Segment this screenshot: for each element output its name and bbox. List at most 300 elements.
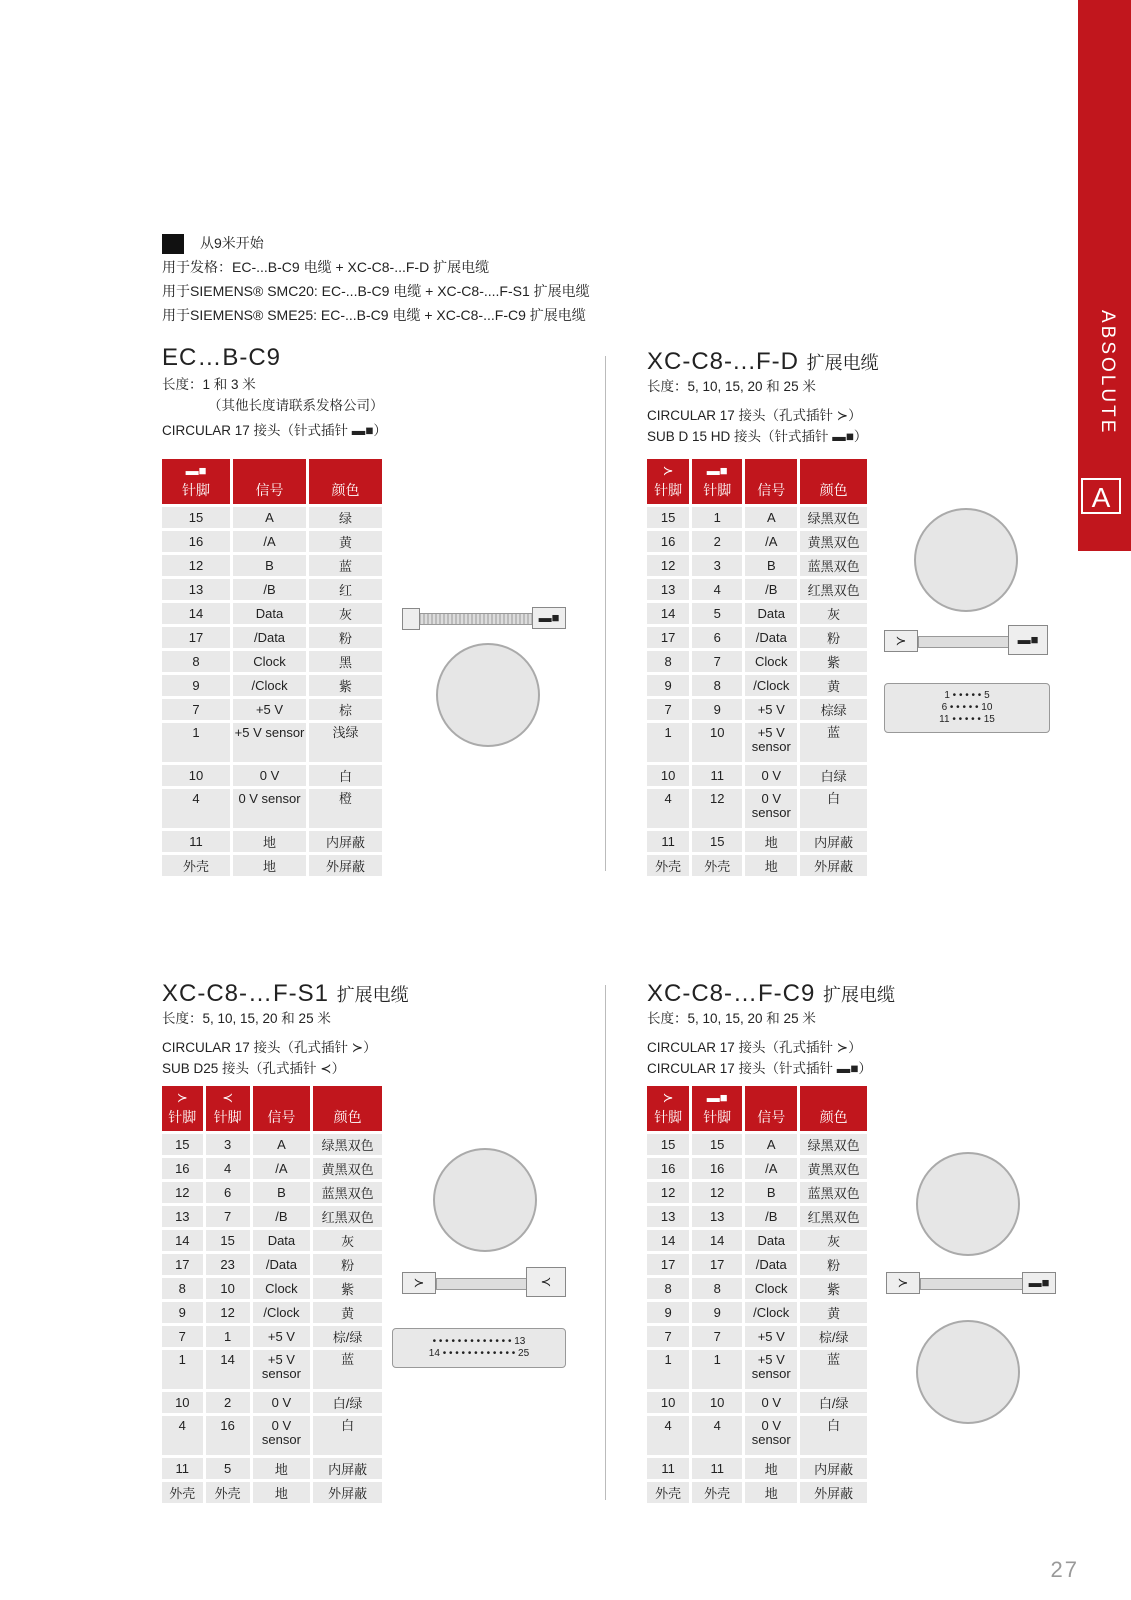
table-cell: 5 bbox=[692, 603, 745, 624]
intro-line-2: 用于发格：EC-...B-C9 电缆 + XC-C8-...F-D 扩展电缆 bbox=[162, 259, 490, 275]
table-row bbox=[647, 831, 867, 852]
socket-icon: ≻ bbox=[176, 1090, 188, 1105]
table-row bbox=[647, 1326, 867, 1347]
table-row bbox=[162, 699, 382, 720]
pin-plug-icon: ▬■ bbox=[706, 463, 728, 478]
pinout-table bbox=[647, 1083, 867, 1506]
table-row bbox=[647, 1458, 867, 1479]
table-cell: 15 bbox=[692, 1134, 745, 1155]
table-cell: 棕绿 bbox=[800, 699, 867, 720]
table-cell: 粉 bbox=[309, 627, 382, 648]
table-row bbox=[162, 723, 382, 762]
table-cell: 地 bbox=[745, 1458, 800, 1479]
table-row bbox=[162, 1392, 382, 1413]
table-cell: 17 bbox=[162, 1254, 206, 1275]
table-cell: 内屏蔽 bbox=[800, 831, 867, 852]
page-number: 27 bbox=[1050, 1557, 1079, 1582]
table-cell: Clock bbox=[745, 1278, 800, 1299]
side-tab-label: ABSOLUTE bbox=[1097, 310, 1118, 436]
table-cell: 12 bbox=[647, 555, 692, 576]
table-cell: 16 bbox=[692, 1158, 745, 1179]
table-row bbox=[647, 1254, 867, 1275]
table-cell: 4 bbox=[206, 1158, 253, 1179]
pinout-table bbox=[647, 456, 867, 879]
table-cell: 7 bbox=[692, 1326, 745, 1347]
table-cell: 11 bbox=[692, 765, 745, 786]
table-cell: 浅绿 bbox=[309, 723, 382, 762]
pin-plug-icon: ▬■ bbox=[1022, 1272, 1056, 1294]
table-cell: A bbox=[233, 507, 309, 528]
table-cell: 黄 bbox=[800, 1302, 867, 1323]
table-cell: 12 bbox=[692, 1182, 745, 1203]
table-cell: 7 bbox=[162, 1326, 206, 1347]
table-cell: 外屏蔽 bbox=[800, 1482, 867, 1503]
table-cell: Clock bbox=[233, 651, 309, 672]
table-row bbox=[162, 1416, 382, 1455]
section-title: XC-C8-...F-D 扩展电缆 bbox=[647, 348, 879, 375]
table-row bbox=[647, 1350, 867, 1389]
table-cell: 红黑双色 bbox=[800, 579, 867, 600]
table-cell: 3 bbox=[692, 555, 745, 576]
header-signal: 信号 bbox=[745, 459, 800, 504]
table-cell: 13 bbox=[647, 1206, 692, 1227]
table-row bbox=[647, 723, 867, 762]
table-cell: 16 bbox=[206, 1416, 253, 1455]
table-cell: 9 bbox=[162, 675, 233, 696]
table-row bbox=[162, 1482, 382, 1503]
table-cell: 棕/绿 bbox=[800, 1326, 867, 1347]
table-cell: 粉 bbox=[800, 1254, 867, 1275]
table-cell: 白 bbox=[800, 789, 867, 828]
table-cell: 0 V bbox=[745, 765, 800, 786]
table-cell: 灰 bbox=[313, 1230, 382, 1251]
circular-17-pin-diagram bbox=[916, 1320, 1020, 1424]
table-cell: 白 bbox=[800, 1416, 867, 1455]
table-cell: +5 V sensor bbox=[745, 723, 800, 762]
table-cell: 9 bbox=[647, 675, 692, 696]
table-cell: 黄黑双色 bbox=[313, 1158, 382, 1179]
table-cell: 15 bbox=[162, 507, 233, 528]
table-row bbox=[162, 1158, 382, 1179]
table-row bbox=[647, 579, 867, 600]
table-cell: /B bbox=[233, 579, 309, 600]
table-cell: 12 bbox=[206, 1302, 253, 1323]
table-cell: 地 bbox=[745, 1482, 800, 1503]
connector-1: CIRCULAR 17 接头（孔式插针 ≻） bbox=[647, 1040, 862, 1055]
table-cell: 16 bbox=[162, 531, 233, 552]
socket-icon: ≺ bbox=[222, 1090, 234, 1105]
table-cell: 白 bbox=[313, 1416, 382, 1455]
table-cell: B bbox=[253, 1182, 313, 1203]
table-cell: 外壳 bbox=[647, 1482, 692, 1503]
table-cell: 12 bbox=[692, 789, 745, 828]
table-cell: 14 bbox=[692, 1230, 745, 1251]
table-row bbox=[647, 855, 867, 876]
table-cell: 1 bbox=[692, 507, 745, 528]
table-cell: 12 bbox=[162, 555, 233, 576]
table-cell: 地 bbox=[745, 855, 800, 876]
subd-row: 1 • • • • • 5 bbox=[944, 690, 990, 701]
table-cell: 黄 bbox=[800, 675, 867, 696]
table-row bbox=[647, 627, 867, 648]
table-row bbox=[162, 555, 382, 576]
table-row bbox=[162, 855, 382, 876]
table-cell: 15 bbox=[162, 1134, 206, 1155]
header-signal: 信号 bbox=[253, 1086, 313, 1131]
table-row bbox=[162, 603, 382, 624]
table-cell: A bbox=[745, 507, 800, 528]
table-cell: 12 bbox=[162, 1182, 206, 1203]
table-cell: 14 bbox=[206, 1350, 253, 1389]
section-title: EC…B-C9 bbox=[162, 344, 282, 371]
table-cell: 黄 bbox=[313, 1302, 382, 1323]
table-cell: 外屏蔽 bbox=[800, 855, 867, 876]
table-cell: /Clock bbox=[253, 1302, 313, 1323]
table-cell: 10 bbox=[692, 1392, 745, 1413]
table-cell: 地 bbox=[253, 1482, 313, 1503]
pin-plug-icon: ▬■ bbox=[1008, 625, 1048, 655]
table-cell: 14 bbox=[647, 1230, 692, 1251]
table-cell: 地 bbox=[233, 831, 309, 852]
section-xc-f-s1 bbox=[162, 980, 582, 1079]
table-cell: 外壳 bbox=[692, 855, 745, 876]
table-cell: 14 bbox=[647, 603, 692, 624]
table-cell: 16 bbox=[647, 531, 692, 552]
socket-plug-icon: ≻ bbox=[402, 1272, 436, 1294]
table-cell: 0 V sensor bbox=[233, 789, 309, 828]
subd-row: 6 • • • • • 10 bbox=[941, 702, 993, 713]
table-cell: /B bbox=[745, 1206, 800, 1227]
pinout-table bbox=[162, 456, 382, 879]
pin-plug-icon: ▬■ bbox=[706, 1090, 728, 1105]
table-cell: 7 bbox=[206, 1206, 253, 1227]
table-cell: 蓝 bbox=[800, 723, 867, 762]
table-cell: 9 bbox=[692, 699, 745, 720]
intro-line-1: 从9米开始 bbox=[200, 235, 264, 251]
table-cell: 灰 bbox=[800, 603, 867, 624]
table-cell: /Data bbox=[745, 1254, 800, 1275]
table-cell: 1 bbox=[647, 1350, 692, 1389]
table-cell: 红黑双色 bbox=[800, 1206, 867, 1227]
table-cell: 4 bbox=[692, 579, 745, 600]
table-cell: /Clock bbox=[233, 675, 309, 696]
table-cell: +5 V sensor bbox=[745, 1350, 800, 1389]
table-cell: 白/绿 bbox=[313, 1392, 382, 1413]
table-cell: 0 V bbox=[745, 1392, 800, 1413]
header-color: 颜色 bbox=[800, 1086, 867, 1131]
header-signal: 信号 bbox=[745, 1086, 800, 1131]
socket-plug-icon: ≻ bbox=[886, 1272, 920, 1294]
table-row bbox=[647, 507, 867, 528]
table-cell: 15 bbox=[647, 507, 692, 528]
table-cell: 外壳 bbox=[692, 1482, 745, 1503]
table-row bbox=[162, 531, 382, 552]
table-cell: 9 bbox=[162, 1302, 206, 1323]
socket-plug-icon: ≻ bbox=[884, 630, 918, 652]
table-cell: /B bbox=[253, 1206, 313, 1227]
table-cell: 0 V sensor bbox=[253, 1416, 313, 1455]
table-row bbox=[162, 1182, 382, 1203]
table-cell: 内屏蔽 bbox=[309, 831, 382, 852]
table-cell: 6 bbox=[692, 627, 745, 648]
circular-17-pin-diagram bbox=[436, 643, 540, 747]
subd-row: • • • • • • • • • • • • • 13 bbox=[432, 1336, 526, 1347]
table-cell: 15 bbox=[206, 1230, 253, 1251]
table-cell: 11 bbox=[162, 831, 233, 852]
section-length: 长度：5, 10, 15, 20 和 25 米 bbox=[647, 379, 816, 394]
table-cell: B bbox=[745, 555, 800, 576]
cable-illustration bbox=[918, 636, 1010, 648]
table-row bbox=[162, 1278, 382, 1299]
table-row bbox=[162, 1302, 382, 1323]
table-cell: B bbox=[233, 555, 309, 576]
table-cell: 8 bbox=[162, 1278, 206, 1299]
table-cell: 16 bbox=[162, 1158, 206, 1179]
table-cell: 灰 bbox=[309, 603, 382, 624]
table-row bbox=[647, 1278, 867, 1299]
table-cell: 11 bbox=[162, 1458, 206, 1479]
table-cell: 1 bbox=[206, 1326, 253, 1347]
table-cell: A bbox=[253, 1134, 313, 1155]
table-row bbox=[162, 1458, 382, 1479]
table-cell: 棕 bbox=[309, 699, 382, 720]
cable-illustration bbox=[436, 1278, 528, 1290]
table-row bbox=[162, 1326, 382, 1347]
table-cell: 0 V bbox=[253, 1392, 313, 1413]
table-cell: 红 bbox=[309, 579, 382, 600]
table-row bbox=[647, 1392, 867, 1413]
table-row bbox=[162, 831, 382, 852]
table-cell: 1 bbox=[647, 723, 692, 762]
table-cell: 4 bbox=[692, 1416, 745, 1455]
table-cell: Data bbox=[253, 1230, 313, 1251]
table-cell: 7 bbox=[647, 1326, 692, 1347]
table-cell: /Clock bbox=[745, 1302, 800, 1323]
table-row bbox=[647, 1206, 867, 1227]
column-divider bbox=[605, 985, 606, 1500]
table-cell: 橙 bbox=[309, 789, 382, 828]
table-cell: +5 V bbox=[233, 699, 309, 720]
table-cell: 17 bbox=[692, 1254, 745, 1275]
table-cell: 17 bbox=[162, 627, 233, 648]
circular-17-socket-diagram bbox=[914, 508, 1018, 612]
table-cell: 黄 bbox=[309, 531, 382, 552]
table-cell: 2 bbox=[692, 531, 745, 552]
table-row bbox=[647, 1158, 867, 1179]
table-row bbox=[647, 675, 867, 696]
table-cell: 16 bbox=[647, 1158, 692, 1179]
table-cell: 3 bbox=[206, 1134, 253, 1155]
table-cell: /Data bbox=[233, 627, 309, 648]
section-xc-f-d bbox=[647, 348, 1067, 447]
table-cell: 0 V bbox=[233, 765, 309, 786]
pinout-table bbox=[162, 1083, 382, 1506]
table-cell: 外壳 bbox=[647, 855, 692, 876]
table-cell: 15 bbox=[692, 831, 745, 852]
table-cell: +5 V bbox=[745, 1326, 800, 1347]
table-row bbox=[647, 1230, 867, 1251]
table-cell: 13 bbox=[647, 579, 692, 600]
intro-line-3: 用于SIEMENS® SMC20: EC-...B-C9 电缆 + XC-C8-....F-S1 扩展电缆 bbox=[162, 283, 590, 299]
subd-row: 11 • • • • • 15 bbox=[939, 714, 995, 725]
table-cell: 10 bbox=[206, 1278, 253, 1299]
section-length-note: （其他长度请联系发格公司） bbox=[208, 398, 384, 413]
subd15-diagram bbox=[884, 683, 1050, 733]
table-row bbox=[647, 699, 867, 720]
table-row bbox=[162, 1134, 382, 1155]
table-cell: 外壳 bbox=[162, 1482, 206, 1503]
table-cell: 粉 bbox=[800, 627, 867, 648]
table-cell: 8 bbox=[647, 651, 692, 672]
connector-1: CIRCULAR 17 接头（孔式插针 ≻） bbox=[647, 408, 862, 423]
table-cell: B bbox=[745, 1182, 800, 1203]
table-cell: /A bbox=[253, 1158, 313, 1179]
table-cell: 内屏蔽 bbox=[313, 1458, 382, 1479]
table-cell: /A bbox=[745, 1158, 800, 1179]
table-cell: 地 bbox=[233, 855, 309, 876]
table-cell: 4 bbox=[162, 1416, 206, 1455]
table-cell: 紫 bbox=[800, 651, 867, 672]
table-cell: 黑 bbox=[309, 651, 382, 672]
table-cell: 外壳 bbox=[162, 855, 233, 876]
table-row bbox=[647, 1134, 867, 1155]
table-row bbox=[162, 1206, 382, 1227]
table-cell: 黄黑双色 bbox=[800, 531, 867, 552]
table-row bbox=[647, 1416, 867, 1455]
table-cell: 外屏蔽 bbox=[313, 1482, 382, 1503]
table-cell: 10 bbox=[692, 723, 745, 762]
section-length: 长度：5, 10, 15, 20 和 25 米 bbox=[162, 1011, 331, 1026]
table-cell: 8 bbox=[162, 651, 233, 672]
table-cell: 8 bbox=[692, 1278, 745, 1299]
table-cell: 外壳 bbox=[206, 1482, 253, 1503]
table-row bbox=[162, 1230, 382, 1251]
table-cell: 23 bbox=[206, 1254, 253, 1275]
table-row bbox=[162, 579, 382, 600]
table-cell: /Clock bbox=[745, 675, 800, 696]
table-cell: /A bbox=[233, 531, 309, 552]
header-pin: ≺ 针脚 bbox=[206, 1086, 253, 1131]
table-cell: +5 V bbox=[745, 699, 800, 720]
table-row bbox=[162, 789, 382, 828]
table-cell: 11 bbox=[647, 831, 692, 852]
table-row bbox=[162, 651, 382, 672]
table-cell: 蓝黑双色 bbox=[313, 1182, 382, 1203]
header-pin: ▬■ 针脚 bbox=[162, 459, 233, 504]
header-color: 颜色 bbox=[313, 1086, 382, 1131]
table-row bbox=[162, 627, 382, 648]
table-cell: 1 bbox=[692, 1350, 745, 1389]
table-cell: 绿黑双色 bbox=[800, 507, 867, 528]
table-cell: +5 V sensor bbox=[253, 1350, 313, 1389]
table-cell: 13 bbox=[162, 579, 233, 600]
table-cell: 14 bbox=[162, 603, 233, 624]
table-cell: 4 bbox=[647, 789, 692, 828]
table-cell: 白绿 bbox=[800, 765, 867, 786]
table-cell: 12 bbox=[647, 1182, 692, 1203]
section-xc-f-c9 bbox=[647, 980, 1067, 1079]
table-cell: 1 bbox=[162, 1350, 206, 1389]
table-cell: 蓝 bbox=[800, 1350, 867, 1389]
table-cell: 4 bbox=[647, 1416, 692, 1455]
table-cell: 7 bbox=[692, 651, 745, 672]
table-cell: 绿黑双色 bbox=[313, 1134, 382, 1155]
table-cell: 黄黑双色 bbox=[800, 1158, 867, 1179]
table-cell: 9 bbox=[692, 1302, 745, 1323]
connector-1: CIRCULAR 17 接头（针式插针 ▬■） bbox=[162, 423, 387, 438]
pin-plug-icon: ▬■ bbox=[185, 463, 207, 478]
header-pin: ▬■ 针脚 bbox=[692, 459, 745, 504]
table-cell: 蓝黑双色 bbox=[800, 555, 867, 576]
intro-line-4: 用于SIEMENS® SME25: EC-...B-C9 电缆 + XC-C8-...F-C9 扩展电缆 bbox=[162, 307, 586, 323]
table-cell: 蓝黑双色 bbox=[800, 1182, 867, 1203]
table-cell: 7 bbox=[162, 699, 233, 720]
connector-2: CIRCULAR 17 接头（针式插针 ▬■） bbox=[647, 1061, 872, 1076]
header-pin: ≻ 针脚 bbox=[647, 1086, 692, 1131]
table-cell: Data bbox=[745, 603, 800, 624]
side-tab-letter: A bbox=[1081, 478, 1121, 514]
table-cell: 0 V sensor bbox=[745, 1416, 800, 1455]
table-row bbox=[647, 1302, 867, 1323]
circular-17-socket-diagram bbox=[916, 1152, 1020, 1256]
cable-end-plain bbox=[402, 608, 420, 630]
circular-17-socket-diagram bbox=[433, 1148, 537, 1252]
section-length: 长度：1 和 3 米 bbox=[162, 377, 256, 392]
table-row bbox=[162, 507, 382, 528]
header-color: 颜色 bbox=[800, 459, 867, 504]
table-cell: 11 bbox=[647, 1458, 692, 1479]
socket-plug-icon: ≺ bbox=[526, 1267, 566, 1297]
table-row bbox=[162, 1254, 382, 1275]
subd-row: 14 • • • • • • • • • • • • 25 bbox=[428, 1348, 530, 1359]
table-cell: 10 bbox=[162, 1392, 206, 1413]
socket-icon: ≻ bbox=[662, 1090, 674, 1105]
table-cell: 蓝 bbox=[309, 555, 382, 576]
table-cell: 13 bbox=[692, 1206, 745, 1227]
subd25-diagram bbox=[392, 1328, 566, 1368]
table-cell: 白 bbox=[309, 765, 382, 786]
table-cell: 灰 bbox=[800, 1230, 867, 1251]
table-cell: 地 bbox=[253, 1458, 313, 1479]
table-row bbox=[647, 1182, 867, 1203]
table-cell: +5 V bbox=[253, 1326, 313, 1347]
table-cell: Clock bbox=[253, 1278, 313, 1299]
table-row bbox=[647, 531, 867, 552]
table-cell: 10 bbox=[162, 765, 233, 786]
table-cell: Data bbox=[233, 603, 309, 624]
table-row bbox=[162, 1350, 382, 1389]
table-row bbox=[647, 789, 867, 828]
table-row bbox=[162, 675, 382, 696]
header-pin: ≻ 针脚 bbox=[162, 1086, 206, 1131]
table-row bbox=[647, 603, 867, 624]
table-row bbox=[162, 765, 382, 786]
table-cell: +5 V sensor bbox=[233, 723, 309, 762]
table-cell: 内屏蔽 bbox=[800, 1458, 867, 1479]
table-cell: 1 bbox=[162, 723, 233, 762]
connector-1: CIRCULAR 17 接头（孔式插针 ≻） bbox=[162, 1040, 377, 1055]
table-cell: 14 bbox=[162, 1230, 206, 1251]
table-cell: /Data bbox=[745, 627, 800, 648]
header-pin: ≻ 针脚 bbox=[647, 459, 692, 504]
table-cell: 17 bbox=[647, 1254, 692, 1275]
table-cell: 11 bbox=[692, 1458, 745, 1479]
table-cell: 绿 bbox=[309, 507, 382, 528]
table-cell: 外屏蔽 bbox=[309, 855, 382, 876]
column-divider bbox=[605, 356, 606, 871]
table-cell: 6 bbox=[206, 1182, 253, 1203]
table-cell: 0 V sensor bbox=[745, 789, 800, 828]
